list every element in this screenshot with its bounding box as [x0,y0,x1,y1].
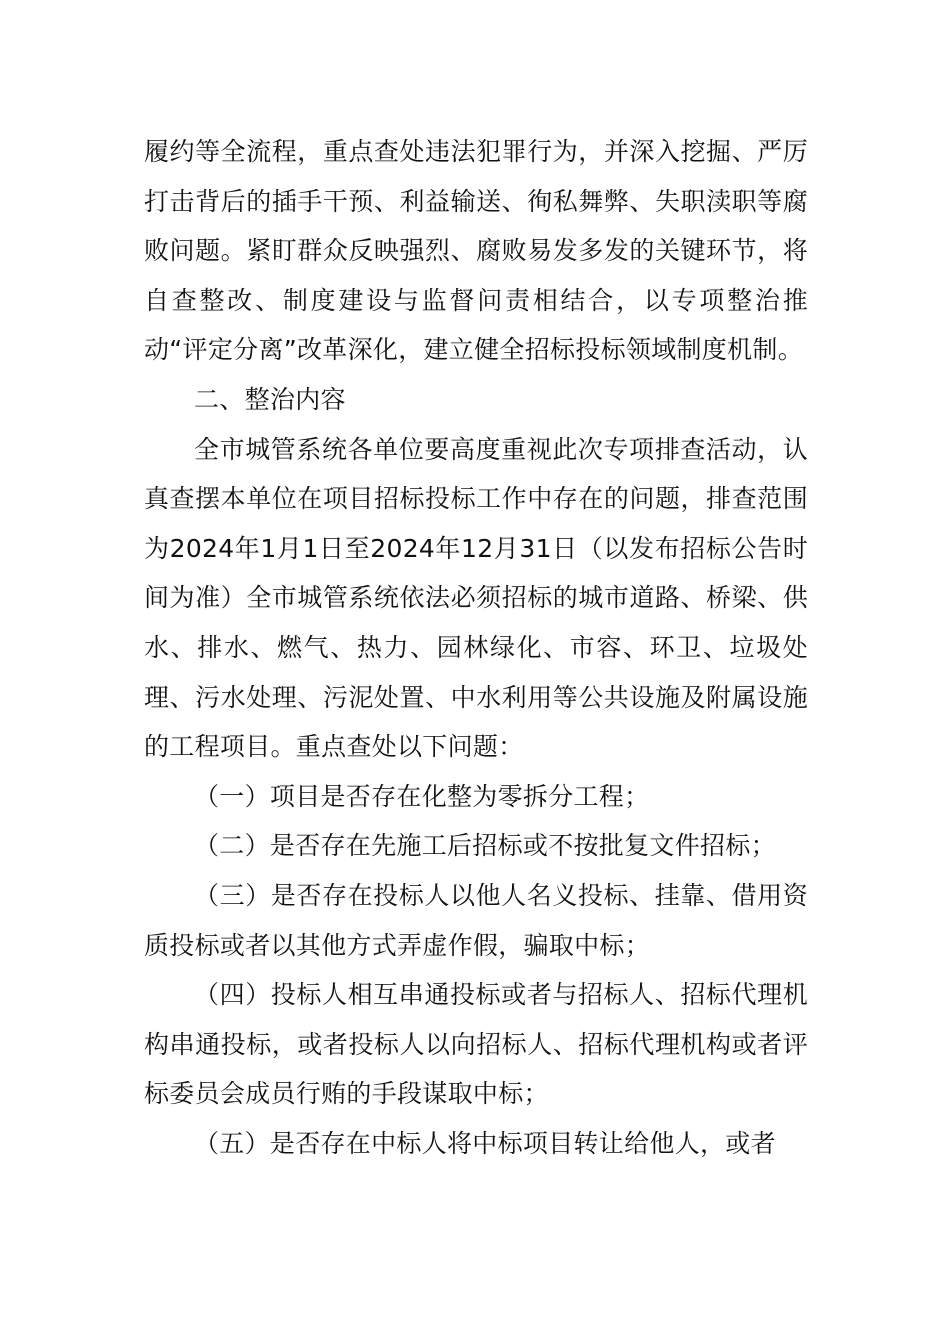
document-body [144,127,808,1168]
paragraph-scope: 全市城管系统各单位要高度重视此次专项排查活动，认真查摆本单位在项目招标投标工作中存在的问题，排查范围为2024年1月1日至2024年12月31日（以发布招标公告时间为准）全市城管系统依法必须招标的城市道路、桥梁、供水、排水、燃气、热力、园林绿化、市容、环卫、垃圾处理、污水处理、污泥处置、中水利用等公共设施及附属设施的工程项目。重点查处以下问题： [144,434,808,762]
list-item-2: （二）是否存在先施工后招标或不按批复文件招标； [194,831,776,861]
list-item-1: （一）项目是否存在化整为零拆分工程； [194,781,650,811]
section-heading: 二、整治内容 [194,384,346,414]
list-item-5: （五）是否存在中标人将中标项目转让给他人，或者 [194,1128,776,1158]
list-item-3: （三）是否存在投标人以他人名义投标、挂靠、借用资质投标或者以其他方式弄虚作假，骗取中标； [144,880,808,960]
list-item-4: （四）投标人相互串通投标或者与招标人、招标代理机构串通投标，或者投标人以向招标人、招标代理机构或者评标委员会成员行贿的手段谋取中标； [144,980,808,1109]
paragraph-continuation: 履约等全流程，重点查处违法犯罪行为，并深入挖掘、严厉打击背后的插手干预、利益输送、徇私舞弊、失职渎职等腐败问题。紧盯群众反映强烈、腐败易发多发的关键环节，将自查整改、制度建设与监督问责相结合，以专项整治推动“评定分离”改革深化，建立健全招标投标领域制度机制。 [144,137,808,365]
